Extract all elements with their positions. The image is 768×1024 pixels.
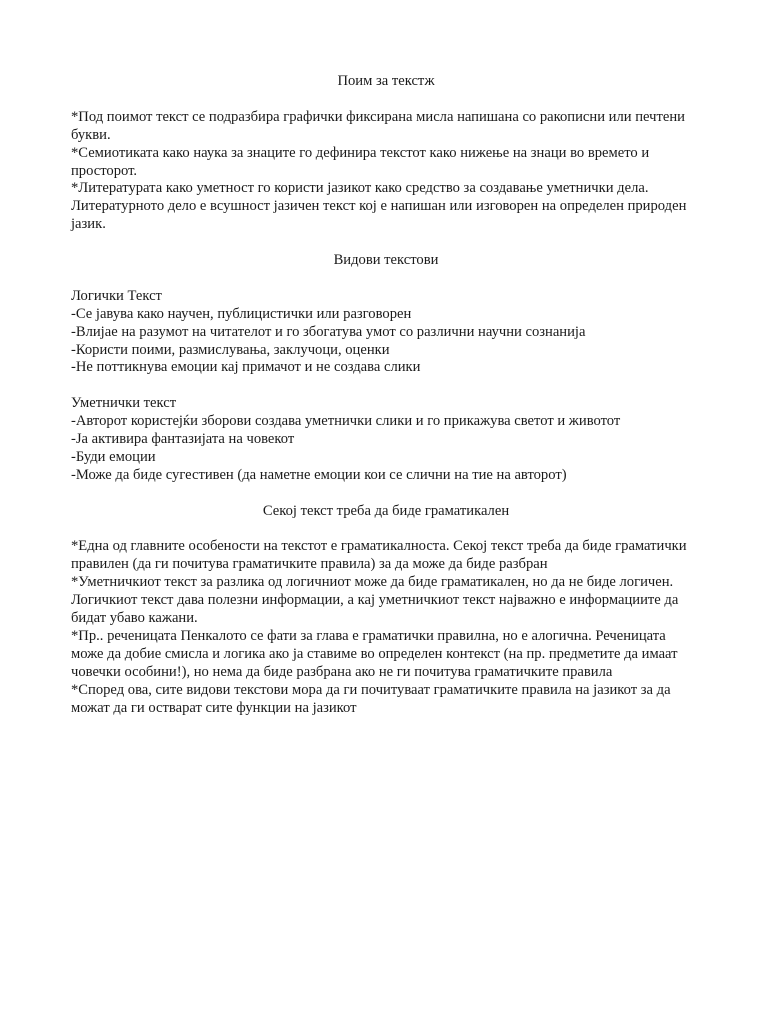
section-title-types: Видови текстови	[333, 252, 439, 269]
list-item: -Авторот користејќи зборови создава уметнички слики и го прикажува светот и животот	[71, 413, 621, 430]
spacer	[71, 91, 701, 109]
paragraph: *Според ова, сите видови текстови мора да ги почитуваат граматичките правила на јазикот за да можат да ги остварат сите функции на јазикот	[71, 681, 671, 716]
concept-paragraphs	[71, 109, 701, 234]
logical-text-heading: Логички Текст	[71, 287, 162, 304]
list-item: -Се јавува како научен, публицистички или разговорен	[71, 305, 412, 322]
list-item: -Влијае на разумот на читателот и го збогатува умот со различни научни сознанија	[71, 323, 586, 340]
document-page	[71, 73, 701, 718]
list-item: -Ја активира фантазијата на човекот	[71, 431, 295, 448]
spacer	[71, 485, 701, 503]
paragraph: *Пр.. реченицата Пенкалото се фати за глава е граматички правилна, но е алогична. Реченицата може да добие смисла и логика ако ја ставиме во определен контекст (на пр. предметите да имаат човечки особини!), но нема да биде разбрана ако не ги почитува граматичките правила	[71, 628, 678, 680]
section-title-grammar: Секој текст треба да биде граматикален	[262, 502, 510, 519]
grammar-paragraphs	[71, 538, 701, 717]
list-item: -Користи поими, размислувања, заклучоци, оценки	[71, 341, 390, 358]
paragraph: *Литературата како уметност го користи јазикот како средство за создавање уметнички дела. Литературното дело е всушност јазичен текст кој е напишан или изговорен на определен природен јазик.	[71, 180, 687, 233]
spacer	[71, 377, 701, 395]
paragraph: *Семиотиката како наука за знаците го дефинира текстот како нижење на знаци во времето и просторот.	[71, 144, 650, 179]
spacer	[71, 521, 701, 539]
section-title-concept: Поим за текстж	[337, 73, 435, 89]
paragraph: *Под поимот текст се подразбира графички фиксирана мисла напишана со ракописни или печтени букви.	[71, 108, 685, 143]
artistic-text-heading: Уметнички текст	[71, 395, 177, 412]
list-item: -Буди емоции	[71, 448, 156, 465]
list-item: -Не поттикнува емоции кај примачот и не создава слики	[71, 359, 421, 376]
spacer	[71, 234, 701, 252]
logical-text-block	[71, 288, 701, 378]
paragraph: *Една од главните особености на текстот е граматикалноста. Секој текст треба да биде граматички правилен (да ги почитува граматичките правила) за да може да биде разбран	[71, 538, 687, 573]
list-item: -Може да биде сугестивен (да наметне емоции кои се слични на тие на авторот)	[71, 466, 567, 483]
paragraph: *Уметничкиот текст за разлика од логичниот може да биде граматикален, но да не биде логичен. Логичкиот текст дава полезни информации, а кај уметничкиот текст најважно е информациите да бидат убаво кажани.	[71, 574, 679, 627]
spacer	[71, 270, 701, 288]
artistic-text-block	[71, 395, 701, 485]
